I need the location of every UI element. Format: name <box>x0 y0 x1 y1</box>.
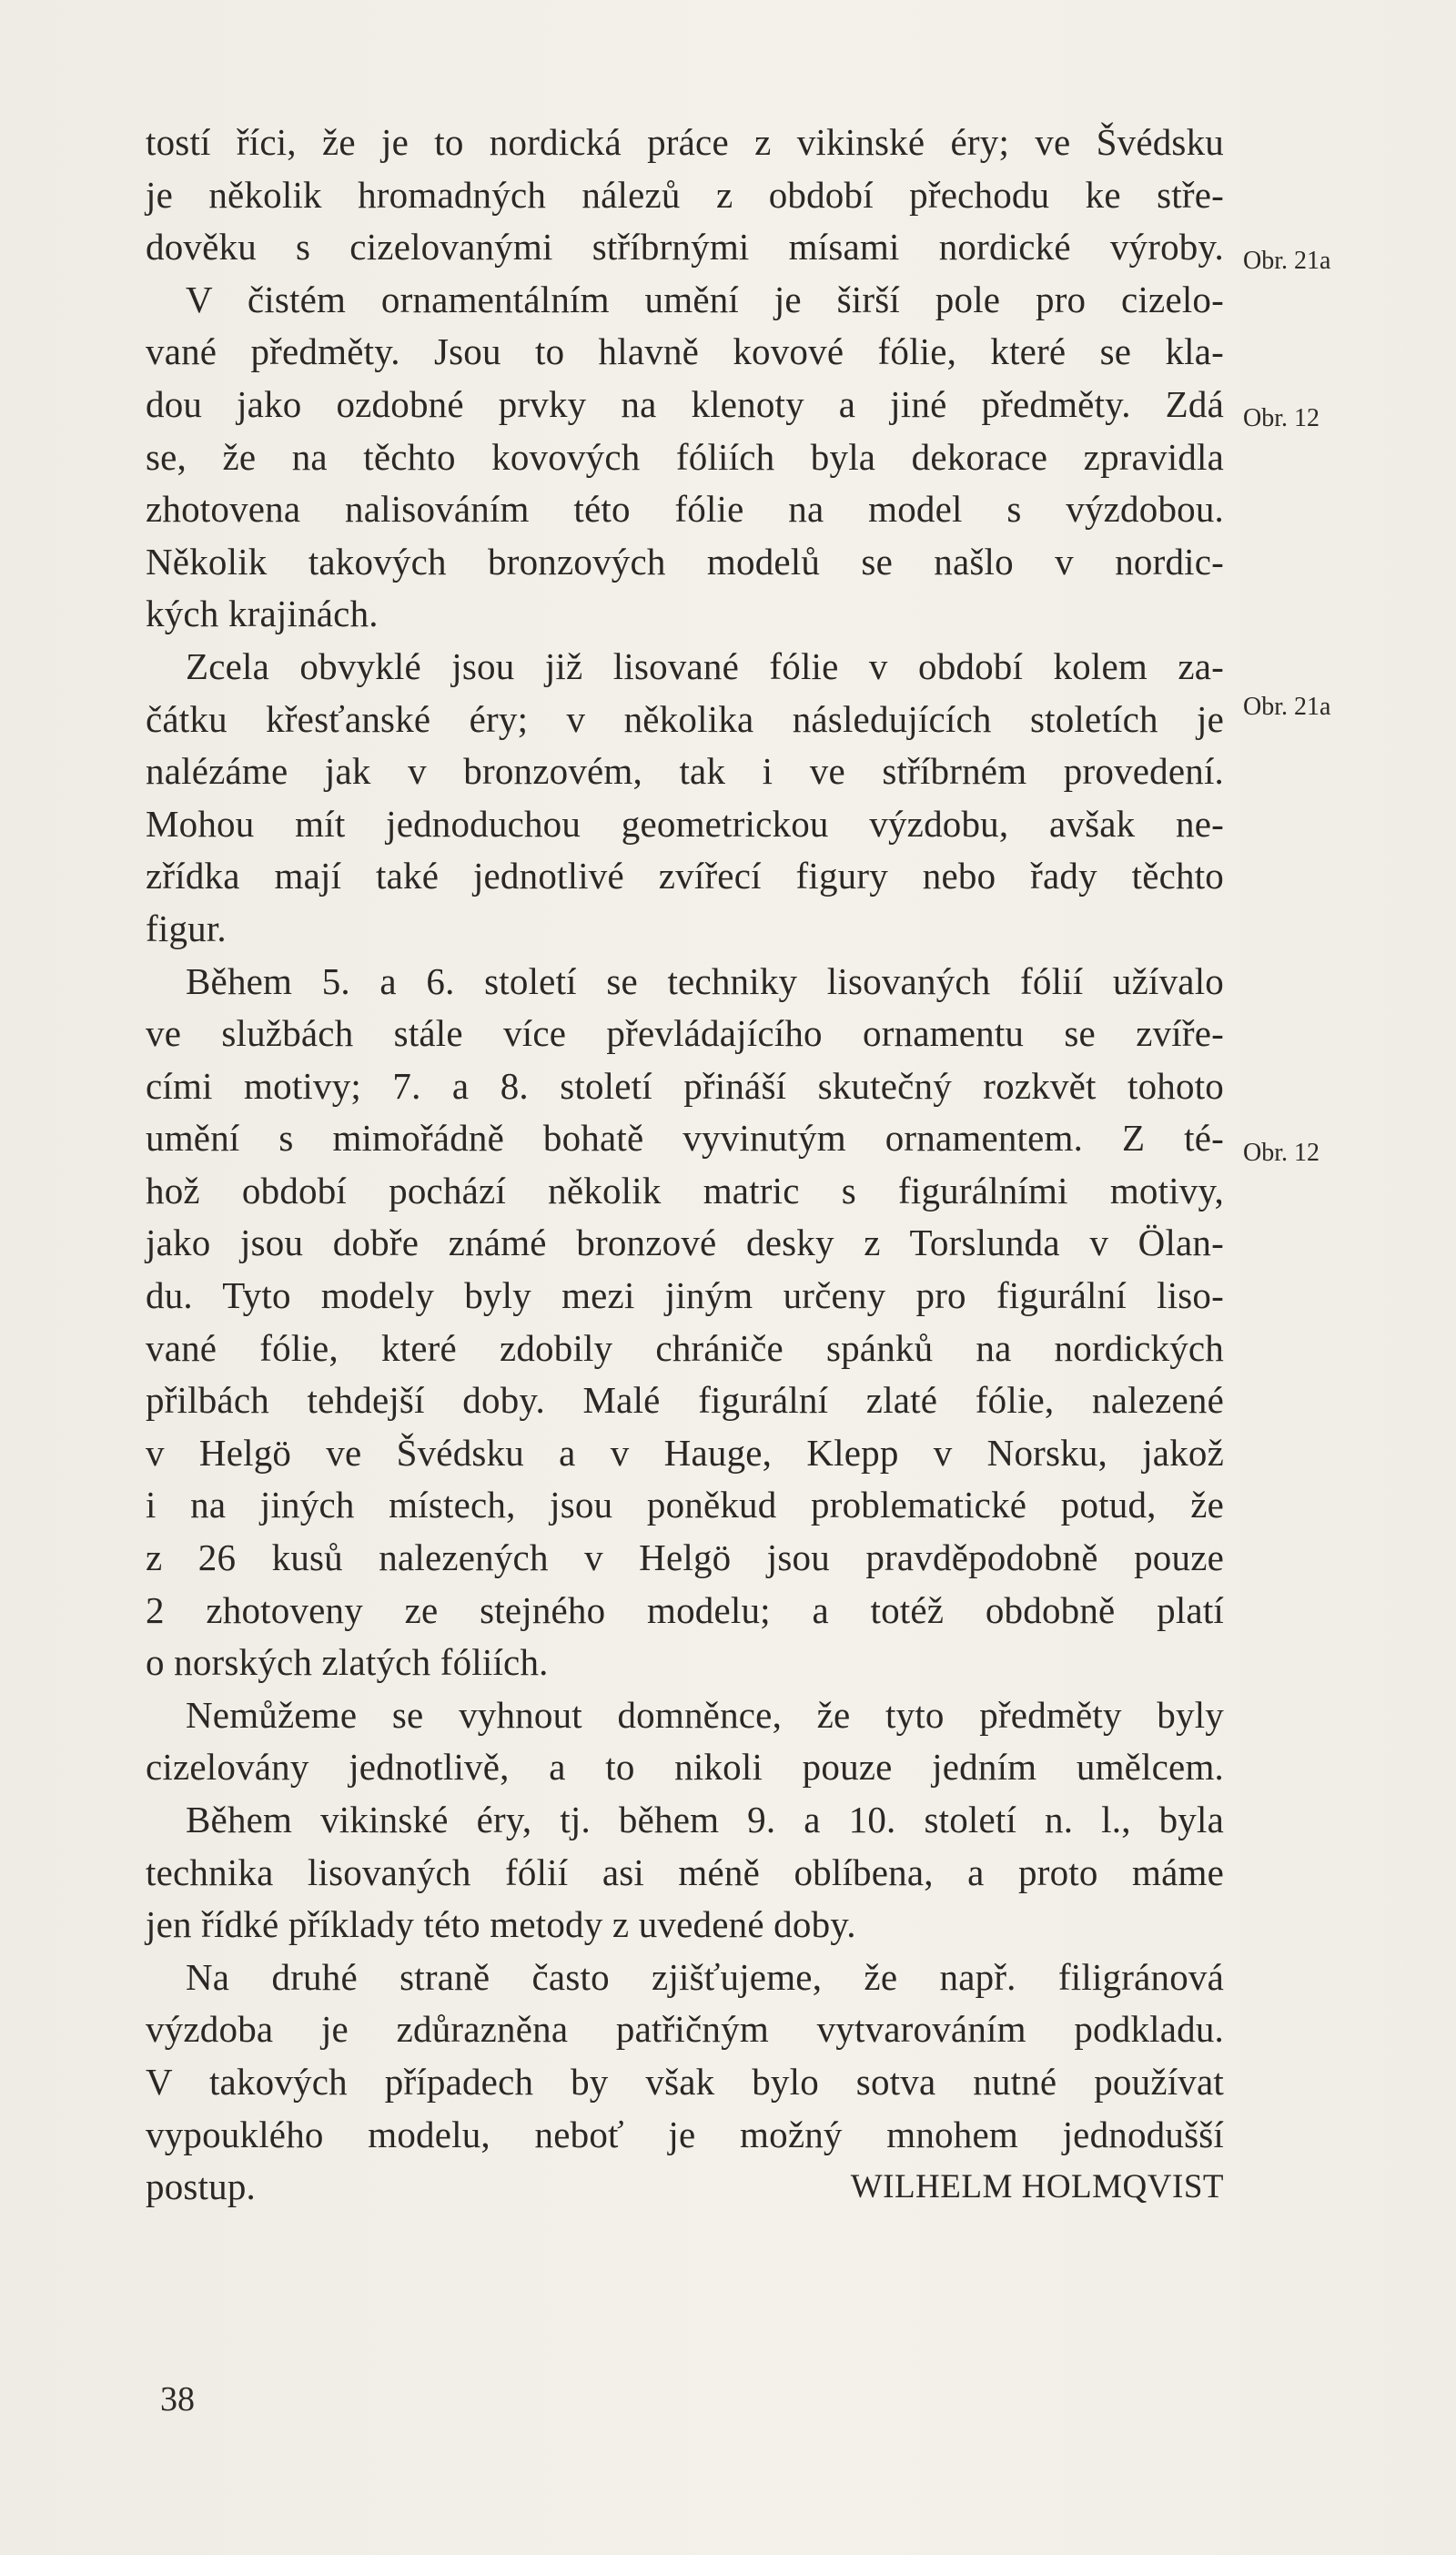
text-line: ve službách stále více převládajícího ornamentu se zvíře- <box>146 1012 1224 1055</box>
text-line: nalézáme jak v bronzovém, tak i ve stříbrném provedení. <box>146 750 1224 793</box>
closing-line <box>146 2161 1224 2214</box>
text-line: zhotovena nalisováním této fólie na model s výzdobou. <box>146 488 1224 531</box>
text-line: kých krajinách. <box>146 593 379 635</box>
text-line: V takových případech by však bylo sotva nutné používat <box>146 2060 1224 2103</box>
text-line: Nemůžeme se vyhnout domněnce, že tyto předměty byly <box>186 1693 1224 1736</box>
text-line: Mohou mít jednoduchou geometrickou výzdobu, avšak ne- <box>146 802 1224 845</box>
text-line: technika lisovaných fólií asi méně oblíbena, a proto máme <box>146 1850 1224 1893</box>
text-line: cími motivy; 7. a 8. století přináší skutečný rozkvět tohoto <box>146 1064 1224 1107</box>
text-line: figur. <box>146 907 227 949</box>
figure-reference: Obr. 21a <box>1243 693 1331 721</box>
text-line: přilbách tehdejší doby. Malé figurální zlaté fólie, nalezené <box>146 1379 1224 1422</box>
text-line: zřídka mají také jednotlivé zvířecí figury nebo řady těchto <box>146 855 1224 897</box>
figure-reference: Obr. 21a <box>1243 247 1331 275</box>
text-line: z 26 kusů nalezených v Helgö jsou pravděpodobně pouze <box>146 1536 1224 1579</box>
figure-reference: Obr. 12 <box>1243 1139 1320 1167</box>
text-line: i na jiných místech, jsou poněkud problematické potud, že <box>146 1484 1224 1526</box>
text-line: o norských zlatých fóliích. <box>146 1641 549 1684</box>
text-line: jen řídké příklady této metody z uvedené doby. <box>146 1903 856 1946</box>
text-line: du. Tyto modely byly mezi jiným určeny pro figurální liso- <box>146 1274 1224 1317</box>
text-line: v Helgö ve Švédsku a v Hauge, Klepp v Norsku, jakož <box>146 1431 1224 1474</box>
text-line: dověku s cizelovanými stříbrnými mísami nordické výroby. <box>146 226 1224 269</box>
text-line: 2 zhotoveny ze stejného modelu; a totéž obdobně platí <box>146 1588 1224 1631</box>
text-line: vané fólie, které zdobily chrániče spánků na nordických <box>146 1326 1224 1369</box>
text-line: Na druhé straně často zjišťujeme, že např. filigránová <box>186 1955 1224 1998</box>
page-number: 38 <box>160 2380 195 2418</box>
text-line: cizelovány jednotlivě, a to nikoli pouze jedním umělcem. <box>146 1746 1224 1789</box>
text-line: Během 5. a 6. století se techniky lisovaných fólií užívalo <box>186 959 1224 1002</box>
text-line: umění s mimořádně bohatě vyvinutým ornamentem. Z té- <box>146 1117 1224 1160</box>
text-line: dou jako ozdobné prvky na klenoty a jiné předměty. Zdá <box>146 382 1224 425</box>
body-text <box>146 117 1224 2214</box>
text-line: Zcela obvyklé jsou již lisované fólie v období kolem za- <box>186 644 1224 687</box>
figure-reference: Obr. 12 <box>1243 404 1320 432</box>
text-line: Několik takových bronzových modelů se našlo v nordic- <box>146 540 1224 583</box>
author-signature: WILHELM HOLMQVIST <box>850 2168 1224 2206</box>
text-line: je několik hromadných nálezů z období přechodu ke stře- <box>146 173 1224 216</box>
text-line: vypouklého modelu, neboť je možný mnohem jednodušší <box>146 2113 1224 2155</box>
text-line: jako jsou dobře známé bronzové desky z Torslunda v Ölan- <box>146 1222 1224 1264</box>
text-line: postup. <box>146 2165 256 2208</box>
text-line: vané předměty. Jsou to hlavně kovové fólie, které se kla- <box>146 330 1224 373</box>
text-line: hož období pochází několik matric s figurálními motivy, <box>146 1169 1224 1212</box>
text-line: tostí říci, že je to nordická práce z vikinské éry; ve Švédsku <box>146 121 1224 163</box>
text-line: se, že na těchto kovových fóliích byla dekorace zpravidla <box>146 435 1224 478</box>
text-line: V čistém ornamentálním umění je širší pole pro cizelo- <box>186 278 1224 320</box>
text-line: výzdoba je zdůrazněna patřičným vytvarováním podkladu. <box>146 2008 1224 2051</box>
text-line: Během vikinské éry, tj. během 9. a 10. století n. l., byla <box>186 1799 1224 1840</box>
text-line: čátku křesťanské éry; v několika následujících stoletích je <box>146 697 1224 740</box>
